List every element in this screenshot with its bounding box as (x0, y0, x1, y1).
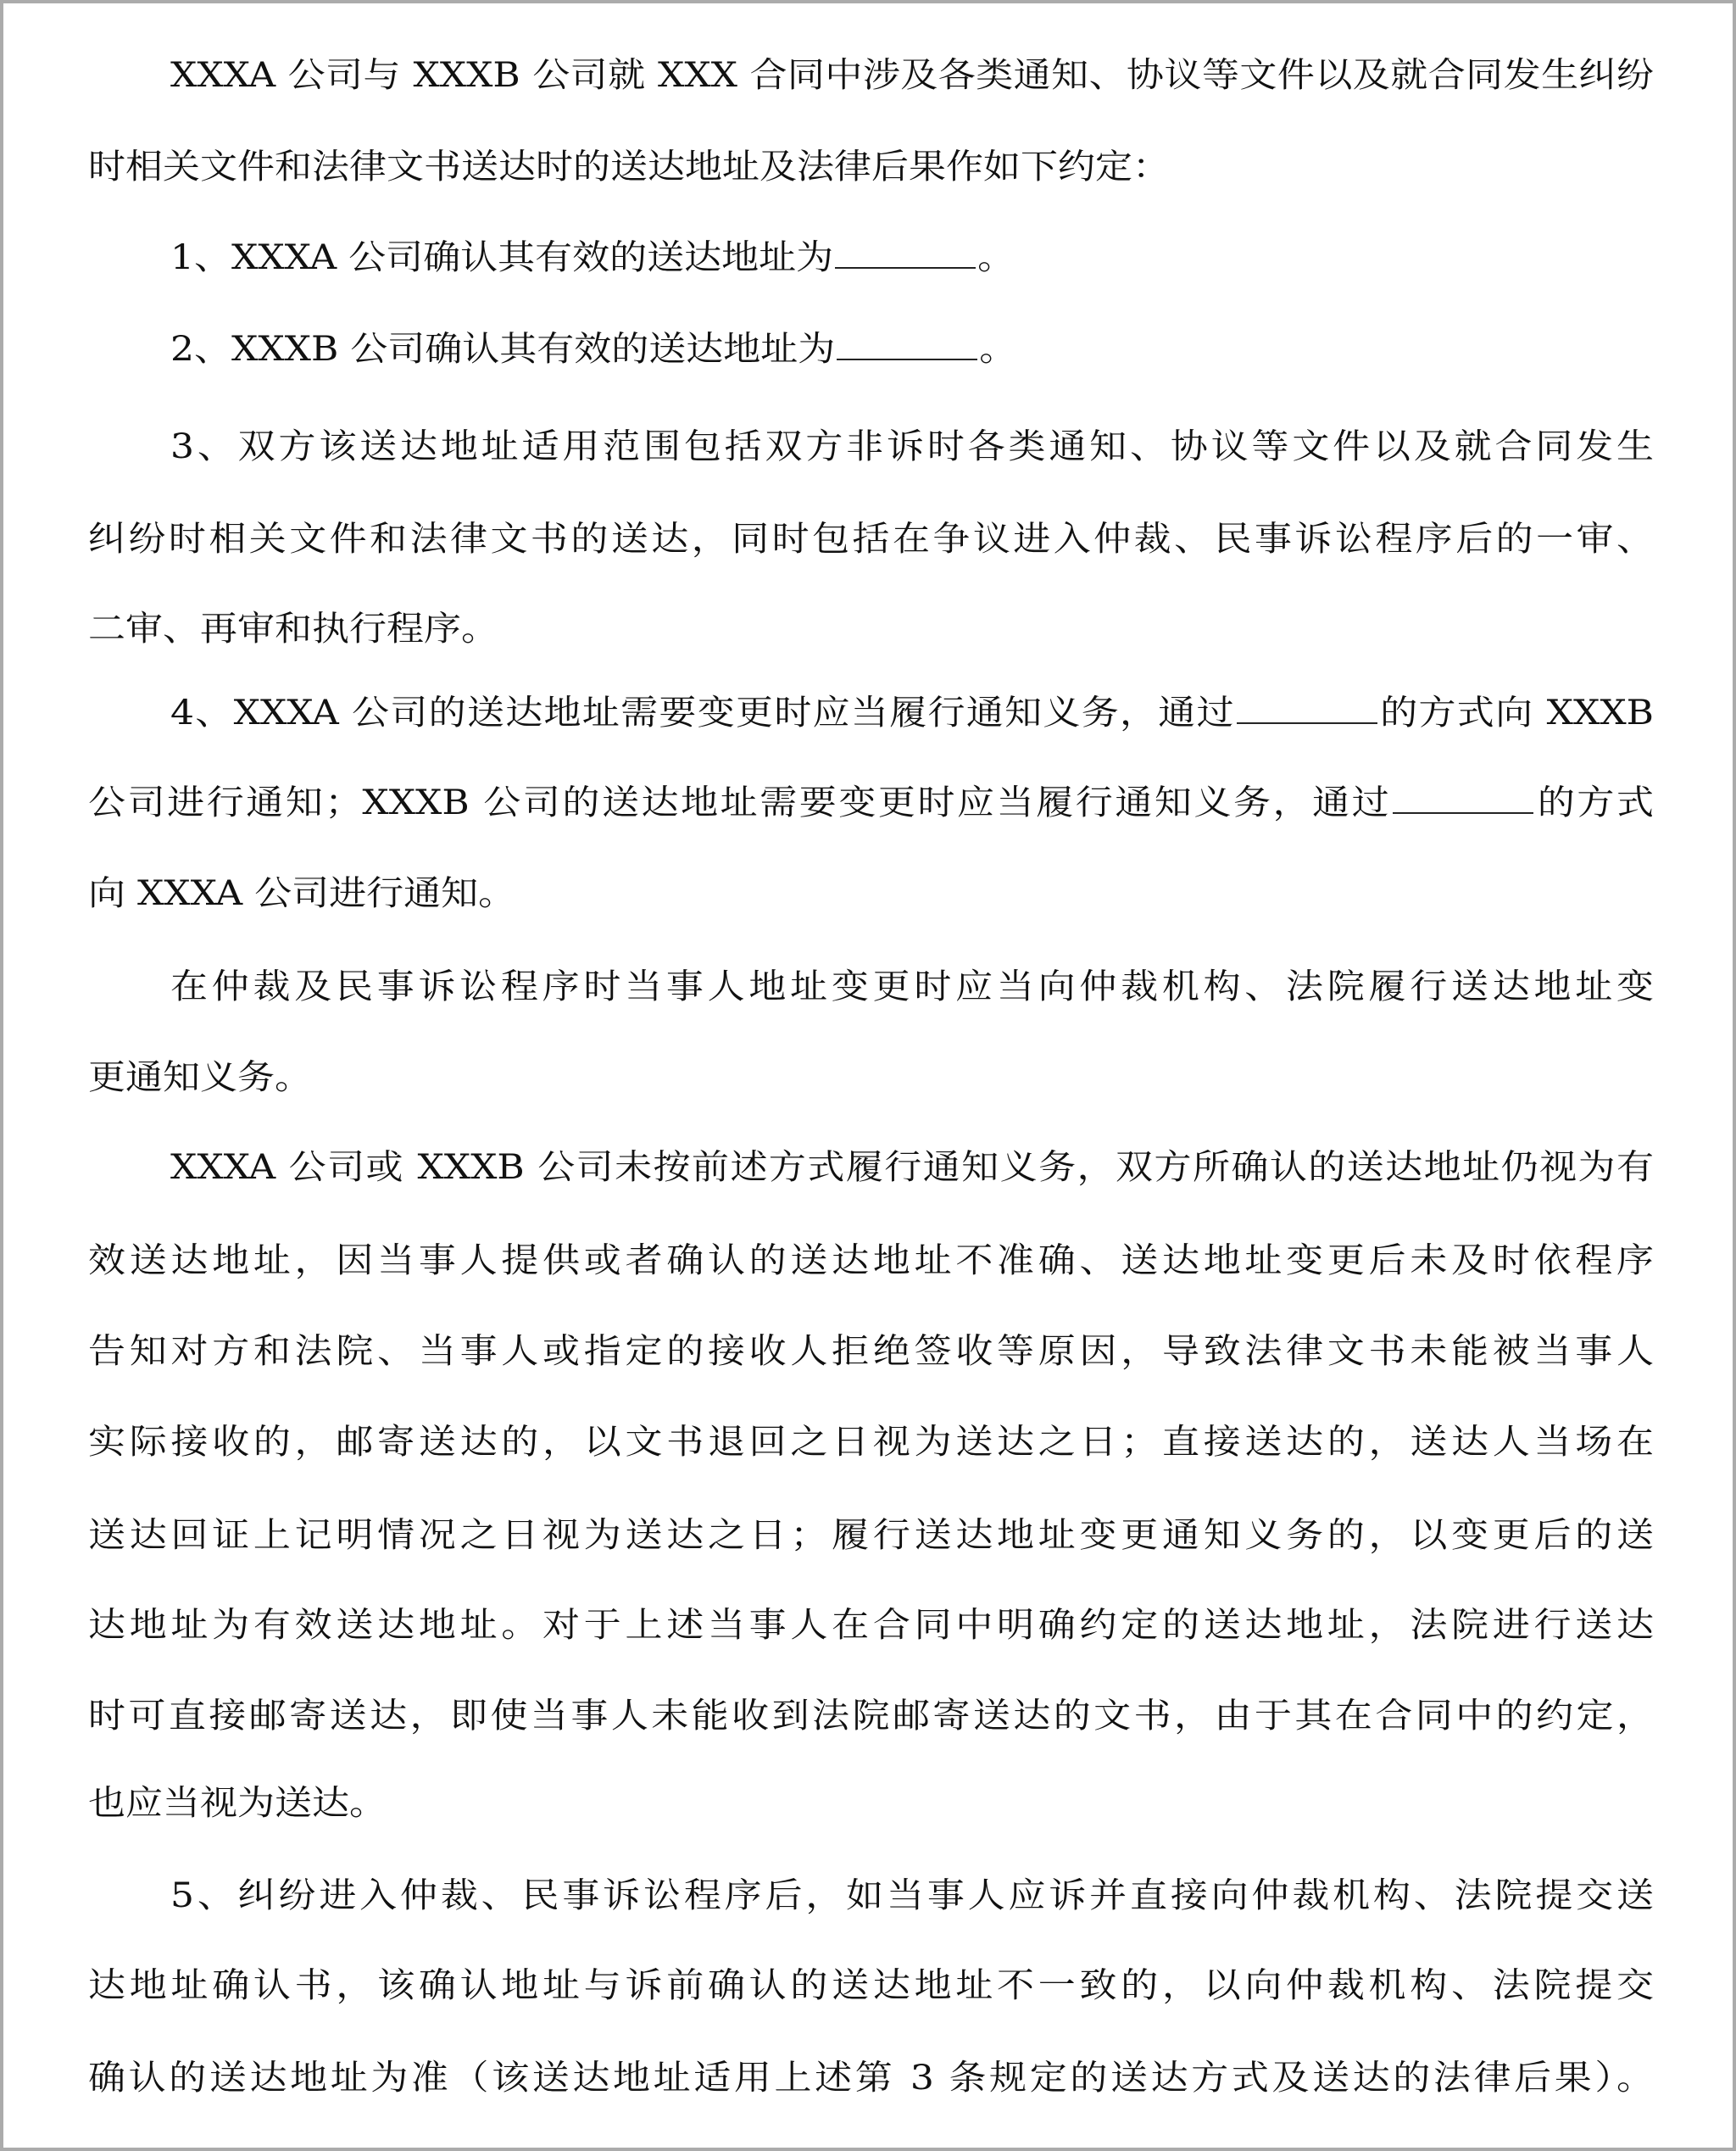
consequence-line-8: 也应当视为送达。 (88, 1783, 387, 1823)
item-4-line-2 (88, 761, 1654, 844)
item-3-line-1: 3、双方该送达地址适用范围包括双方非诉时各类通知、协议等文件以及就合同发生 (170, 426, 1654, 466)
item-4-method-blank-a[interactable] (1237, 691, 1377, 724)
consequence-line-5: 送达回证上记明情况之日视为送达之日；履行送达地址变更通知义务的，以变更后的送 (88, 1515, 1654, 1555)
item-1-text: 1、XXXA 公司确认其有效的送达地址为 (170, 237, 834, 277)
item-2-address-blank[interactable] (837, 327, 977, 360)
consequence-line-7: 时可直接邮寄送达，即使当事人未能收到法院邮寄送达的文书，由于其在合同中的约定， (88, 1696, 1654, 1736)
item-5-line-1: 5、纠纷进入仲裁、民事诉讼程序后，如当事人应诉并直接向仲裁机构、法院提交送 (170, 1875, 1654, 1915)
consequence-line-2: 效送达地址，因当事人提供或者确认的送达地址不准确、送达地址变更后未及时依程序 (88, 1240, 1654, 1280)
arbitration-line-1: 在仲裁及民事诉讼程序时当事人地址变更时应当向仲裁机构、法院履行送达地址变 (170, 967, 1654, 1006)
item-3-line-3: 二审、再审和执行程序。 (88, 609, 498, 649)
arbitration-line-2: 更通知义务。 (88, 1057, 312, 1097)
item-5-line-3: 确认的送达地址为准（该送达地址适用上述第 3 条规定的送达方式及送达的法律后果）。 (88, 2058, 1654, 2098)
item-3-line-2: 纠纷时相关文件和法律文书的送达，同时包括在争议进入仲裁、民事诉讼程序后的一审、 (88, 519, 1654, 559)
item-5-line-2: 达地址确认书，该确认地址与诉前确认的送达地址不一致的，以向仲裁机构、法院提交 (88, 1965, 1654, 2005)
item-4-line-1 (170, 671, 1654, 755)
consequence-line-1: XXXA 公司或 XXXB 公司未按前述方式履行通知义务，双方所确认的送达地址仍视为有 (170, 1147, 1654, 1187)
item-1-period: 。 (977, 237, 1015, 277)
consequence-line-4: 实际接收的，邮寄送达的，以文书退回之日视为送达之日；直接送达的，送达人当场在 (88, 1422, 1654, 1462)
item-2-text: 2、XXXB 公司确认其有效的送达地址为 (170, 329, 836, 369)
intro-line-2: 时相关文件和法律文书送达时的送达地址及法律后果作如下约定： (88, 147, 1170, 187)
consequence-line-3: 告知对方和法院、当事人或指定的接收人拒绝签收等原因，导致法律文书未能被当事人 (88, 1331, 1654, 1371)
intro-line-1: XXXA 公司与 XXXB 公司就 XXX 合同中涉及各类通知、协议等文件以及就合同发生纠纷 (170, 55, 1654, 95)
item-2-line (170, 307, 1654, 391)
item-4-method-blank-b[interactable] (1393, 781, 1533, 814)
item-1-address-blank[interactable] (835, 236, 976, 269)
item-4-line-2-tail: 的方式 (1535, 783, 1654, 822)
item-4-line-3: 向 XXXA 公司进行通知。 (88, 873, 516, 913)
item-4-line-1-text: 4、XXXA 公司的送达地址需要变更时应当履行通知义务，通过 (170, 693, 1235, 733)
item-1-line (170, 215, 1654, 299)
consequence-line-6: 达地址为有效送达地址。对于上述当事人在合同中明确约定的送达地址，法院进行送达 (88, 1605, 1654, 1645)
item-4-line-1-tail: 的方式向 XXXB (1378, 693, 1654, 733)
item-4-line-2-text: 公司进行通知；XXXB 公司的送达地址需要变更时应当履行通知义务，通过 (88, 783, 1392, 822)
item-2-period: 。 (979, 329, 1017, 369)
